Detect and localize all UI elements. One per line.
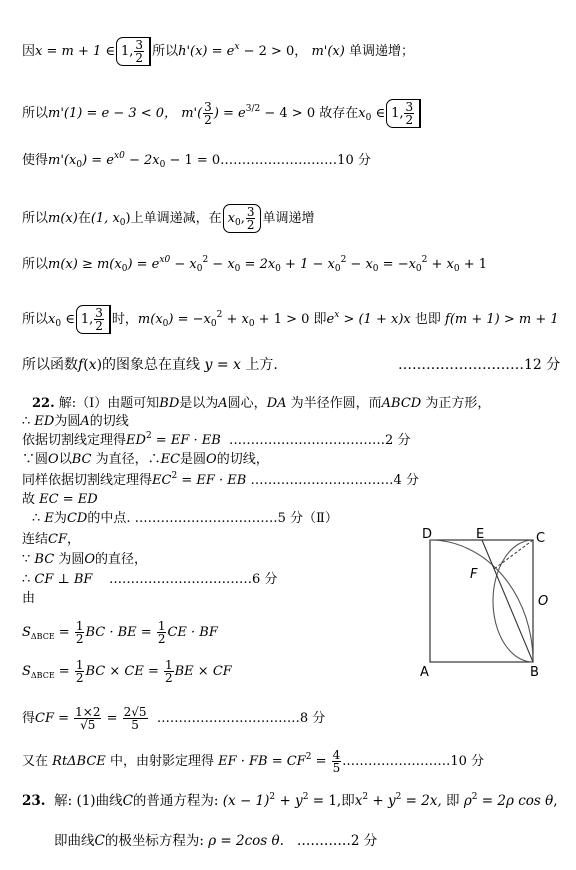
line-6: 所以$x_0$ ∈ 1, $\frac{3}{2}$ 时，$m(x_0) = -x_0^2 + x_0 + 1 > 0$ 即$e^x > (1 + x)x$ 也即 f(m + 1) > m + 1: [22, 306, 559, 333]
line-eb: [482, 540, 533, 662]
q22-line-8: 连结CF，: [22, 532, 80, 547]
label-c: C: [536, 531, 546, 546]
line-7-score: ………………………12 分: [398, 357, 561, 373]
q22-line-3: 依据切割线定理得$ED^2$ = EF · EB ………………………………2 分: [22, 431, 411, 448]
line-2: 所以m'(1) = e − 3 < 0， m'( $\frac{3}{2}$ ) = $e^{3/2} - 4 > 0$ 故存在$x_0$ ∈ 1, $\frac{3}{2}$: [22, 99, 422, 128]
label-d: D: [422, 527, 433, 542]
q22-line-15: 又在 RtΔBCE 中，由射影定理得 EF · FB = $CF^2$ = $\frac{4}{5}$ .……………………10 分: [22, 748, 485, 775]
q22-line-13: $S_{\Delta BCE}$ = $\frac{1}{2}$ BC × CE = $\frac{1}{2}$ BE × CF: [22, 658, 232, 685]
q22-line-5: 同样依据切割线定理得$EC^2$ = EF · EB ……………………………4 分: [22, 471, 419, 488]
line-cf: [494, 540, 533, 569]
q22-line-4: ∵圆O以BC 为直径，∴EC是圆O的切线，: [22, 452, 269, 467]
q22-line-2: ∴ ED为圆A的切线: [22, 414, 129, 429]
semicircle-o: [493, 540, 533, 662]
label-b: B: [530, 665, 539, 680]
label-o: O: [538, 594, 549, 609]
q22-line-11: 由: [22, 591, 36, 606]
square-abcd: [430, 540, 533, 662]
q22-line-10: ∴ CF ⊥ BF ……………………………6 分: [22, 572, 278, 587]
geometry-figure: [410, 524, 570, 684]
q22-line-12: $S_{\Delta BCE}$ = $\frac{1}{2}$ BC · BE = $\frac{1}{2}$ CE · BF: [22, 619, 218, 646]
line-4: 所以m(x)在(1, $x_0$)上单调递减，在 $x_0$, $\frac{3}{2}$ 单调递增: [22, 205, 315, 232]
q22-line-1: 22. 解:（Ⅰ）由题可知BD是以为A圆心，DA 为半径作圆，而ABCD 为正方形，: [32, 396, 491, 411]
line-7: 所以函数f(x)的图象总在直线 y = x 上方.: [22, 357, 278, 373]
label-f: F: [470, 567, 478, 582]
q22-line-6: 故 EC = ED: [22, 492, 98, 507]
q22-line-7: ∴ E为CD的中点. ……………………………5 分（Ⅱ）: [32, 511, 338, 526]
arc-bd: [430, 540, 533, 662]
label-e: E: [476, 527, 485, 542]
q23-line-2: 即曲线C的极坐标方程为: ρ = 2cos θ. …………2 分: [54, 833, 378, 849]
line-3: 使得$m'(x_0) = e^{x0} - 2x_0 - 1$ = 0………………………10 分: [22, 151, 371, 170]
line-5: 所以$m(x) \ge m(x_0) = e^{x0} - x_0^2 - x_0 = 2x_0 + 1 - x_0^2 - x_0 = -x_0^2 + x_0 + 1$: [22, 255, 488, 274]
line-1: 因x = m + 1 ∈ 1, $\frac{3}{2}$ 所以$h'(x) = e^x - 2 > 0$， m'(x) 单调递增；: [22, 38, 414, 65]
label-a: A: [420, 665, 429, 680]
q22-line-14: 得CF = $\frac{1\times 2}{√5}$ = $\frac{2√5}{5}$ ……………………………8 分: [22, 705, 326, 732]
q22-line-9: ∵ BC 为圆O的直径，: [22, 552, 148, 567]
q23-line-1: 23. 解: (1)曲线C的普通方程为: $(x - 1)^2 + y^2 = 1$,即$x^2 + y^2 = 2x$, 即 $\rho^2 = 2\rho$ cos θ,: [22, 792, 558, 809]
